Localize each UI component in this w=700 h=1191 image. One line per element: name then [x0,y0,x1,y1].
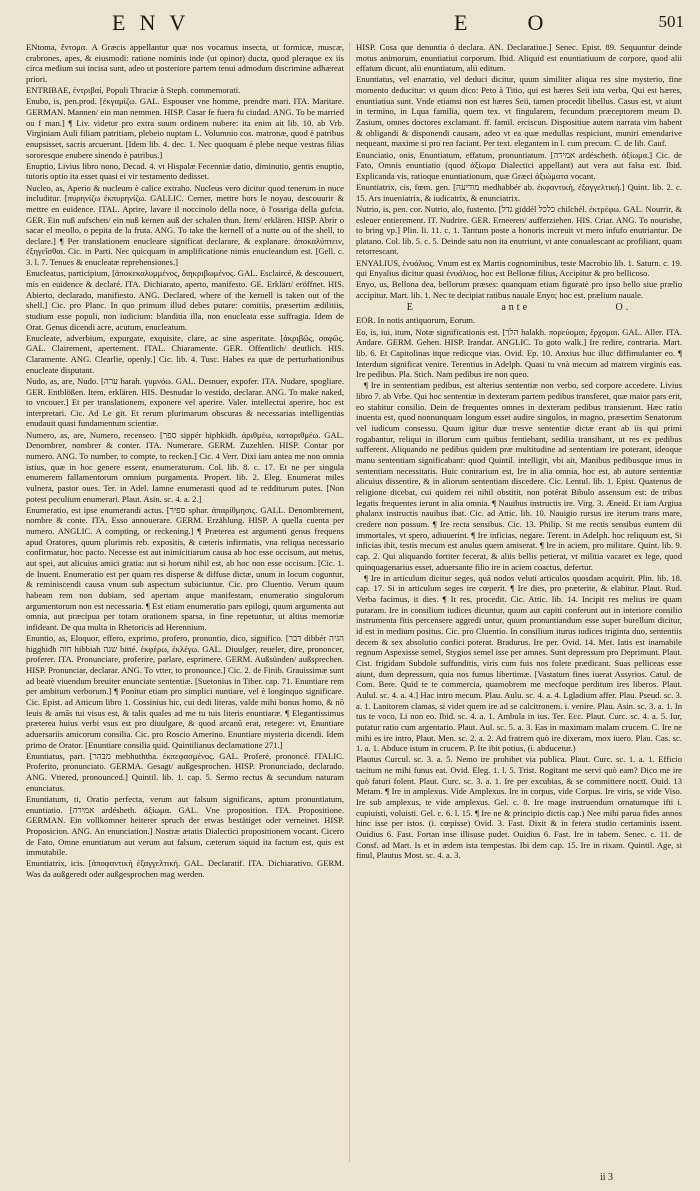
dictionary-entry: Nucleo, as, Aperio & nucleum è calice extraho. Nucleus vero dicitur quod tenerum in nuce includitur. [πυρηνίζω ἐκπυρηνίζω. GALLIC. Cerner, mettre hors le noyau, descouurir & mettre en euidence. ITAL. Aprire, lavare il noccinolo della noce, ò l'ossriga della gufcia. GER. Ein nuß aufschen/ ein nuß kernen auß der schalen thun. Item/ erklären. HISP. Abrir o sacar el meollo, o pepita de la fruta. ANG. To take the kernell of a nutte ou of the shell, to declare.] ¶ Per translationem enucleare significat declarare, & explanare. ἀποκαλύπτειν, ἐξηγεῖσθαι. Cic. in Parti. Nec quicquam in amplificatione nimis enucleandum est. [Gell. c. 3. l. 7. Tenues & enucleatæ reprehensiones.] [26,182,344,268]
dictionary-entry: Plautus Curcul. sc. 3. a. 5. Nemo ire prohibet via publica. Plaut. Curc. sc. 1. a. 1. Efficio tacitum ne mihi funus eat. Ovid. Eleg. 1. l. 5. Trist. Rogitant me servi quò eam? Dico me ire quò faturi folent. Plaut. Curc. sc. 3. a. 1. Ire per excubias, & se committere noctī. Ouid. 13 Metam. ¶ Ire in amplexus. Vide Amplexus. Ire in corpus, vide Corpus. Ire viris, se vide Viso. Ire sub amplexus, te vide amplexus. Gel. c. 8. Ire mage instruendum ornatumque ifti i. cupiuisti, voluisti. Gel. c. 6. l. 15. ¶ Ire ne & principio dictis cap.) Nee mihi parua fides annos hinc isse per istos. (i. cœpisse) Ovid. 3. Fast. Dixit & in fetera studio certaminis issent. Ouidius 6. Fast. Fortan inse illisuse pudet. Ouidius 6. Fast. Ire in tabem. Senec. c. 11. de Consf. ad Mart. Is et in ædem ista tempestas. Ibi dem cap. 15. Ire in rixam. Quintil. Age, si finul, Plautus Most. sc. 4. a. 3. [356,754,682,861]
header-left-word: ENV [112,10,200,35]
dictionary-entry: ENTRIBAE, ἐντριβαί, Populi Thraciæ à Steph. commemorati. [26,85,241,96]
dictionary-entry: ¶ Ire in sententiam pedibus, est alterius sententiæ non verbo, sed corpore accedere. Livius libro 7. ab Vrbe. Qui hoc sententiæ in dexteram partem pedibus transferet, quæ maior pars erit, eo stabitur consilio. Dein de frequentes omnes in dexteram pedibus transierunt. Hæc ratio inuenta est, quod nonnunquam longum esset audire singulos, in magno, præsertim Senatorum vel iudicum consessu. Quum igitur duæ tresve sententiæ dictæ erant ab iis qui primi rogabantur, reliqui in illorum cum quibus fentiebant, sedilia transibant, ut res ex pedibus sufferent. Aliquando ne pedibus quidem præ multitudine ad sententiam ire poterant, ideoque manu sententiam significabant: quod Quintil. intelligit, vbi ait, Manibus pedibusque imus in sententiam necessitatis. Huic contrarium est, Ire in alia omnia, hoc est, ab autore sententiæ alicuius dissentire, & in aliorum sententiam discedere. Cic. Lentul. lib. 1. Epist. Quatenus de religione dicebat, cui quidem rei nihil obstitit, non potérat Bibulo assensum est: de tribus legatis frequentes ierunt in alia omnia. ¶ Nauibus instructis ire. Virg. 3. Æneid. Et iam Argiua phalanx instructis nauibus ibat. Cic. ad Attic. lib. 10. Nauigio rursus ire iterum trans mare, credere non possum. ¶ Ire recta sensibus. Cic. 13. Philip. Si me rectis sensibus euntem dii immortales, vt spero, adiuuerint. ¶ Ire inficias, negare. Terent. in Adelph. hoc reliquum est, Si inficias ibit, testis mecum est anulus quem amiserat. ¶ Ire in aciem, pro militare. Quint. lib. 9. cap. 2. Qui aliquando fortiter fecerat, & aliis bellis petierat, vt militia vacaret ex lege, quod quinquagenarius esset, aduersante filio ire in aciem coactus, defertur. [356,380,682,572]
dictionary-entry: Enuptio, Livius libro nono, Decad. 4. vt Hispalæ Fecenniæ datio, diminutio, gentis enuptio, tutoris optio ita esset quasi ei vir testamento dedisset. [26,160,344,182]
dictionary-entry: Nudo, as, are, Nudo. [ערה harah. γυμνόω. GAL. Desnuer, expofer. ITA. Nudare, spogliare. GER. Entblößen. Item, erklären. HIS. Desnudar lo vestido, declarar. ANG. To make naked, to vncouer.] Et per translationem, exponere vel aperire. Valer. intellectui aperire, hoc est interpretari. Cic. Ad Le git. Et rerum plurimarum obscuras & necessarias intelligentias enudauit quasi fundamentum scientiæ. [26,375,344,429]
dictionary-entry: ENYALIUS, ἐνυάλιος. Vnum est ex Martis cognominibus, teste Macrobio lib. 1. Saturn. c. 19. qui Enyalius dicitur quasi ἐνυάλιος, hoc est Bellonæ filius, Accipitur & pro bellicoso. [356,257,682,279]
dictionary-entry: Enuntiatus, vel enarratio, vel deduci dicitur, quum similiter aliqua res sine mysterio, fine momento deducitur: vt quum dico: Peto à Titio, qui est hæres Seii ista verba, Qui est hæres, enuntiatiua sunt. Vnde etiamsi non est hæres Seii, tamen procedit libellus. Casus est, vt aiunt in termino, in Lqua familia, quem tex. vt fingularem, fecundum præceptorem meum D. Zasium, omnes doctores exclamant. ff. famil. erciscun. Dispositiue autem narrata vim habent & obligandi & disponendi causam, adeo vt ea quæ medullas respiciunt, muniri emendarive nequeant, maxime si pro reo faciant. Per text. elegantem in l. cum precum. C. de lib. Cauf. [356,74,682,149]
catchword-right: O. [615,301,632,313]
dictionary-entry: Enuntio, as, Eloquor, effero, exprimo, profero, pronuntio, dico, significo. [דבר dibbér הגיה higghidh חוה hibbiah שנה bitté. ἐκφέρω, ἐκλέγω. GAL. Diuulger, reueler, dire, prononcer, proferer. ITA. Pronunciare, proferire, parlare, esprimere. GERM. Außsünden/ außsprechen. HISP. Pronunciar, declarar. ANG. To vtter, to pronounce.] Cic. 2. de Finib. Grauissimæ sunt ad beatè viuendum breuiter enunciate sententiæ. [Suetonius in Tiber. cap. 71. Enuntiare rem per ambitum verborum.] ¶ Ponitur etiam pro simplici nuntiare, vel è longinquo significare. Cic. Epist. ad Atticum libro 1. Cossinius hic, cui dedi literas, valde mihi bonus homo, & nō leuis & amās tui visus est, & talis quales ad me tu tuis literis enuntiaræ. ¶ Elegantissimus præterea huius verbi vsus est pro diuulgare, & quod arcanū erat, retegere: vt, Enuntiare aduersariis amicorum consilia. Cic. pro Roscio Amerino. Enuntiare mysteria dicendi. Idem primo de Orator. [Enuntiare consilia quid. Quintilianus declamatione 271.] [26,633,344,750]
left-column [26,42,344,1172]
catchword-line [356,303,682,314]
running-header [34,10,684,38]
catchword-left: E [406,301,422,313]
right-column [356,42,682,1172]
dictionary-entry: Enuntiatrix, cis, fœm. gen. [מודיעה medhabbér ab. ἐκφαντικὴ, ἐξαγγελτική.] Quint. lib. 2. c. 15. Ars inueniatrix, & iudicatrix, & enunciatrix. [356,182,682,203]
dictionary-entry: Enuntiatum, ti, Oratio perfecta, verum aut falsum significans, aptum pronuntiatum, enuntiatio. [אמירה ardésheth. ἀξίωμα. GAL. Vne proposition. ITA. Propositione. GERMAN. Ein vollkomner heiterer spruch der etwas bestätiget oder verneinet. HISP. Proposicion. ANG. An enunciation.] Nostræ ætatis Dialectici propositionem vocant. Cicero de Fato, Omne enuntiatum aut verum aut falsum, cæterum siquid ita factum est, quis est immutabile. [26,793,344,858]
dictionary-entry: Enucleate, adverbium, expurgate, exquisite, clare, ac sine asperitate. [ἀκριβῶς, σαφῶς. GAL. Clairement, apertement. ITAL. Chiaramente. GER. Offentlich/ deutlich. HIS. Claramente. ANG. Clearlie, openly.] Cic. lib. 4. Tusc. Habes ea quæ de perturbationibus enucleate disputant. [26,332,344,375]
dictionary-entry: Enuntiatrix, icis. [ἀποφαντική ἐξαγγελτική. GAL. Declaratif. ITA. Dichiarativo. GERM. Was da außgeredt oder außgesprochen mag werden. [26,858,344,880]
dictionary-entry: Enucleatus, participium, [ἀποκεκαλυμμένος, διηκριβωμένος. GAL. Esclaircé, & descouuert, mis en euidence & declaré. ITA. Dichiarato, aperto, manifesto. GE. Erklärt/ eröffnet. HIS. Abierto, declarado, manifiesto. ANG. Declared, where of the kernell is taken out of the shell.] Cic. pro Planc. In quo primum illud debes putare: comitiis, præsertim ædilitiis, studium esse populi, non iudicium: blanditia illa, non enucleata esse suffragia. Idem de Orat. Genus dicendi acre, acutum, enucleatum. [26,268,344,332]
signature-mark: ii 3 [600,1172,614,1183]
dictionary-entry: Enunciatio, onis, Enuntiatum, effatum, pronuntiatum. [אמירה ardéscheth. ἀξίωμα.] Cic. de Fato, Omnis enuntiatio (quod ἀξίωμα Dialectici appellant) aut vera aut falsa est. Ibid. Explicanda vis, ratioque enuntiationum, quæ Græci ἀξιώματα vocant. [356,149,682,181]
dictionary-entry: EOR. In notis antiquorum, Eorum. [356,315,476,326]
dictionary-entry: ¶ Ire in articulum dicitur seges, quā nodos veluti articulos quosdam acquirit. Plin. lib. 18. cap. 17. Si in articulum seges ire cœperit. ¶ Ire dies, pro præterite, & elabitur. Plaut. Rud. Verba facimus, it dies. ¶ It res, procedit. Cic. Attic. lib. 14. Incipit res melius ire quam putaram. Ire in consilium iudices dicuntur, quum aut capiti conferunt aut in interiore consilio instrumenta fitis percensere aggredi untur, quum pronuntiandum esse super burellum dicitur, id est in medium positus. Cic. pro Cluentio. In consilium iturus iudices trigintа duo, sententiis decem & sex absolutio confici poterat. Bradurus. Ire per. Ovid. 14. Met. Iatis est inamabile regnum Aspexisse semel, Stygios semel isse per amnes. Sunt depressum pro Deprimunt. Plaut. Cist. frigidam Subdole suffunditis, viris cum fuis nos folete prædicant. Suas pelliceas esse aiunt, dum depressum, quia nos fumus libertimæ. [Vastatum fines iuerat Assyrios. Catul. de Com. Bere. Quid te te commercia, quamobrem me mecfoque perditum ires liberos. Plaut. Aulul. sc. 4. a. 4.] Hac intro mecum. Plau. Aulu. sc. 4. a. 4. Lgladium affer. Plau. Pseud. sc. 3. a. 1. Lanitorem clamas, si videt quem ire ad se calcitronem. i. venire. Plau. Asin. sc. 3. a. 1. In tus te voco, Li non eo. Ibid. sc. 4. a. 1. Ambula in ius. Ter. Ecc. Plaut. Curc. sc. 4. a. 5. Iur, putatur ratio cum argentario. Plaut. Aul. sc. 5. a. 3. Eas in maximam malam crucem. C. Ire ne mihi es ire intro, Plaut. Men. sc. 2. a. 2. Ad fratrem quò ire dixeram, mox iuero. Plau. Cas. sc. 1. a. 1. Abduce istum in crucem. P. Ite ibit potius, (i. abducetur.) [356,572,682,754]
dictionary-entry: Enumeratio, est ipse enumerandi actus. [ספיר sphar. ἀπαρίθμησις. GALL. Denombrement, nombre & conte. ITA. Esso annouerare. GERM. Erzählung. HISP. A quella cuenta per numero. ANGLIC. A compting, or reckening.] ¶ Præterea est argumenti genus frequens apud Oratores, quum plurimis reb. expositis, & cæteris infirmatis, vna reliqua necessario confirmatur, hoc pacto. Necesse est aut inimicitiarum causa ab hoc esse occisum, aut metus, aut spei, aut alicuius amici gratia: aut si horum nihil est, ab hoc non esse occisum. [Cic. 1. de Inuent. Enumeratio est per quam res disperse & diffuse dictæ, unum in locum coguntur, & reminiscendi causa vnum sub aspectum subiciuntur. Cic. pro Cluentio. Verum quum habeam rem non dubiam, sed apertam atque manifestam, enumeratio singulorum argumentorum non est necessaria. ¶ Est etiam enumeratio pars epilogi, quum argumenta aut omnia, aut præcipua per totam orationem sparsa, in fine repetuntur, ut altius memoriæ infideant. De qua multa in Rhetoricis ad Herennium. [26,504,344,632]
dictionary-entry: Enyo, us, Bellona dea, bellorum præses: quanquam etiam figuratè pro ipso bello siue prælio accipitur. Mart. lib. 1. Nec te decipiat ratibus nauale Enyo; hoc est, prælium nauale. [356,279,682,301]
column-divider [349,42,350,1162]
dictionary-entry: Nutrio, is, pen. cor. Nutrio, alo, fustento. [גדל giddél כלכל chilchél. ἐκτρέφω. GAL. Nourrir, & esleuer entierement. IT. Nudrire. GER. Erneeren/ aufferziehen. HIS. Criar. ANG. To nourishe, to bring vp.] Plin. li. 11. c. 1. Tantum poste a honoris increuit vt mero infufo enutriantur. De platano. Col. lib. 5. c. 5. Deinde satu non ita enutriunt, vt ante conualescant ac profiliant, quam retorrescant. [356,203,682,257]
dictionary-entry: Numero, as, are, Numero, recenseo. [ספר sippér hiphkidh. ἀριθμέω, καταριθμέω. GAL. Denombrer, nombrer & conter. ITA. Numerare. GERM. Zuzehlen. HISP. Contar por numero. ANG. To number, to compte, to recken.] Cic. 4 Verr. Dixi iam antea me non omnia istius, quæ in hoc genere essent, enumeraturum. Col. lib. 8. c. 17. Et ne per singula enumerem fallamentorum omnium purgamenta. Propert. lib. 2. Eleg. Enumerat miles vulnera, pastor oues. Ter. in Adel. Iamne enumerasti quod ad te redditurum putes. [Non potest peculium enumerari. Plaut. Asin. sc. 4. a. 2.] [26,429,344,504]
header-right-word: EO [454,10,604,35]
page-number: 501 [658,12,684,31]
dictionary-entry: HISP. Cosa que denuntia ó declara. AN. Declaratiue.] Senec. Epist. 89. Sequuntur deinde motus animorum, enuntiatiui corporum. Ibid. Aliquid est enuntiatiuum de corpore, quod alii effatum dicunt, alii enuntiatum, alii editum. [356,42,682,74]
dictionary-entry: Eo, is, iui, itum, Notæ significationis est. [הלך halakh. πορεύομαι, ἔρχομαι. GAL. Aller. ITA. Andare. GERM. Gehen. HISP. Irandar. ANGLIC. To goto walk.] Ire redire, contraria. Mart. lib. 6. Et Capitolinas itque redicque vias. Ovid. Ep. 10. Anxius huc illuc diffimulanter eo. ¶ Interdum significat venire. Terentius in Adelph. Quasi tu vnà mecum ad matrem virginis eas. Ire pedibus. Pla. Stich. Nam pedibus ire non queo. [356,326,682,380]
dictionary-entry: Enuntiatus, part. [מבהר mebhuththa. ἐκπεφασμένος. GAL. Proferé, prononcé. ITALIC. Proferito, pronunciato. GERMA. Gesagt/ außgesprochen. HISP. Pronunciado, declarado. ANG. Vttered, pronounced.] Quintil. lib. 1. cap. 5. Sermo rectus & secundum naturam enunciatus. [26,750,344,793]
dictionary-entry: ENtoma, ἔντομα. A Græcis appellantur quæ nos vocamus insecta, ut formicæ, muscæ, crabrones, apes, & eiusmodi: ratione nominis inde (ut opinor) ducta, quod pleraque ex iis circa medium sui incisa sunt, adeo ut posteriore partem tenui admodum discrimine adhæreat priori. [26,42,344,84]
catchword-middle: ante [501,301,536,313]
dictionary-entry: Enubo, is, pen.prod. [ἐκγαμίζω. GAL. Espouser vne homme, prendre mari. ITA. Maritare. GERMAN. Mannen/ ein man nemmen. HISP. Casar fe fuera fu ciudad. ANG. To be married ou f man.] ¶ Liv. videtur pro extra suum ordinem nubere: ita enim ait lib. 10. ab Vrb. Virginiam Auli filiam patritiam, plebeio nuptam L. Volumnio cos. matronæ, quod è patribus enupsisset, sacris arcuerunt. [Idem lib. 4. dec. 1. Nec quoquam è plebe neque vestras filias sororesque enubere sinendo è patribus.] [26,96,344,160]
